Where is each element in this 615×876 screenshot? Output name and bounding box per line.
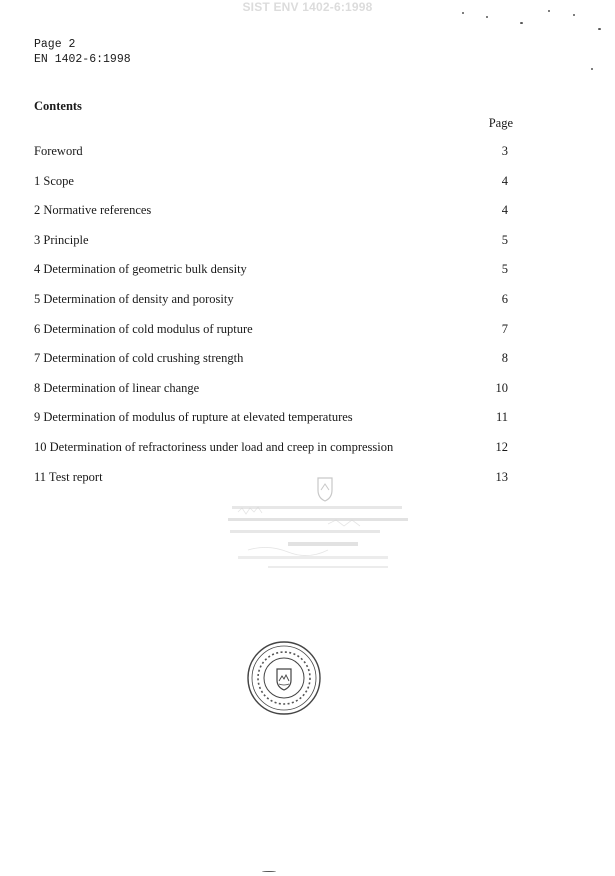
toc-row[interactable] xyxy=(34,381,508,411)
toc-row[interactable] xyxy=(34,233,508,263)
toc-row[interactable] xyxy=(34,470,508,500)
toc-row[interactable] xyxy=(34,262,508,292)
toc-entry-title: 8 Determination of linear change xyxy=(34,380,200,395)
toc-entry-title: 1 Scope xyxy=(34,173,74,188)
toc-entry-page: 6 xyxy=(501,291,508,306)
scan-speck xyxy=(520,22,523,24)
contents-heading: Contents xyxy=(34,99,82,113)
table-of-contents xyxy=(34,144,508,499)
watermark: SIST ENV 1402-6:1998 xyxy=(242,0,373,14)
scan-speck xyxy=(598,28,601,30)
toc-row[interactable] xyxy=(34,144,508,174)
toc-entry-page: 4 xyxy=(501,203,508,218)
toc-entry-title: 2 Normative references xyxy=(34,203,152,218)
toc-row[interactable] xyxy=(34,440,508,470)
document-id: EN 1402-6:1998 xyxy=(34,53,131,66)
scan-speck xyxy=(462,12,464,14)
toc-entry-title: 11 Test report xyxy=(34,469,103,484)
toc-entry-page: 12 xyxy=(495,439,508,454)
toc-entry-page: 5 xyxy=(501,262,508,277)
toc-entry-page: 3 xyxy=(501,144,508,158)
scan-speck xyxy=(573,14,575,16)
official-seal-icon xyxy=(246,640,322,716)
toc-entry-page: 13 xyxy=(495,469,508,484)
toc-row[interactable] xyxy=(34,203,508,233)
faint-crest-icon xyxy=(316,476,334,502)
toc-row[interactable] xyxy=(34,292,508,322)
toc-entry-title: 4 Determination of geometric bulk density xyxy=(34,262,247,277)
toc-entry-title: Foreword xyxy=(34,144,83,158)
scan-speck xyxy=(262,871,276,872)
toc-entry-page: 8 xyxy=(501,351,508,366)
toc-row[interactable] xyxy=(34,410,508,440)
toc-entry-title: 9 Determination of modulus of rupture at elevated temperatures xyxy=(34,410,353,425)
toc-entry-page: 4 xyxy=(501,173,508,188)
toc-entry-page: 11 xyxy=(495,410,508,425)
scan-speck xyxy=(591,68,593,70)
toc-entry-page: 5 xyxy=(501,232,508,247)
toc-entry-title: 5 Determination of density and porosity xyxy=(34,291,234,306)
toc-entry-title: 6 Determination of cold modulus of rupture xyxy=(34,321,253,336)
faint-stamp-mark xyxy=(228,504,413,584)
toc-entry-title: 3 Principle xyxy=(34,232,89,247)
toc-row[interactable] xyxy=(34,322,508,352)
page-label: Page 2 xyxy=(34,38,76,51)
toc-entry-page: 7 xyxy=(501,321,508,336)
toc-entry-title: 7 Determination of cold crushing strength xyxy=(34,351,244,366)
toc-entry-title: 10 Determination of refractoriness under load and creep in compression xyxy=(34,439,394,454)
toc-row[interactable] xyxy=(34,174,508,204)
toc-row[interactable] xyxy=(34,351,508,381)
scan-speck xyxy=(548,10,550,12)
page-column-label: Page xyxy=(488,116,513,130)
scan-speck xyxy=(486,16,488,18)
toc-entry-page: 10 xyxy=(495,380,508,395)
